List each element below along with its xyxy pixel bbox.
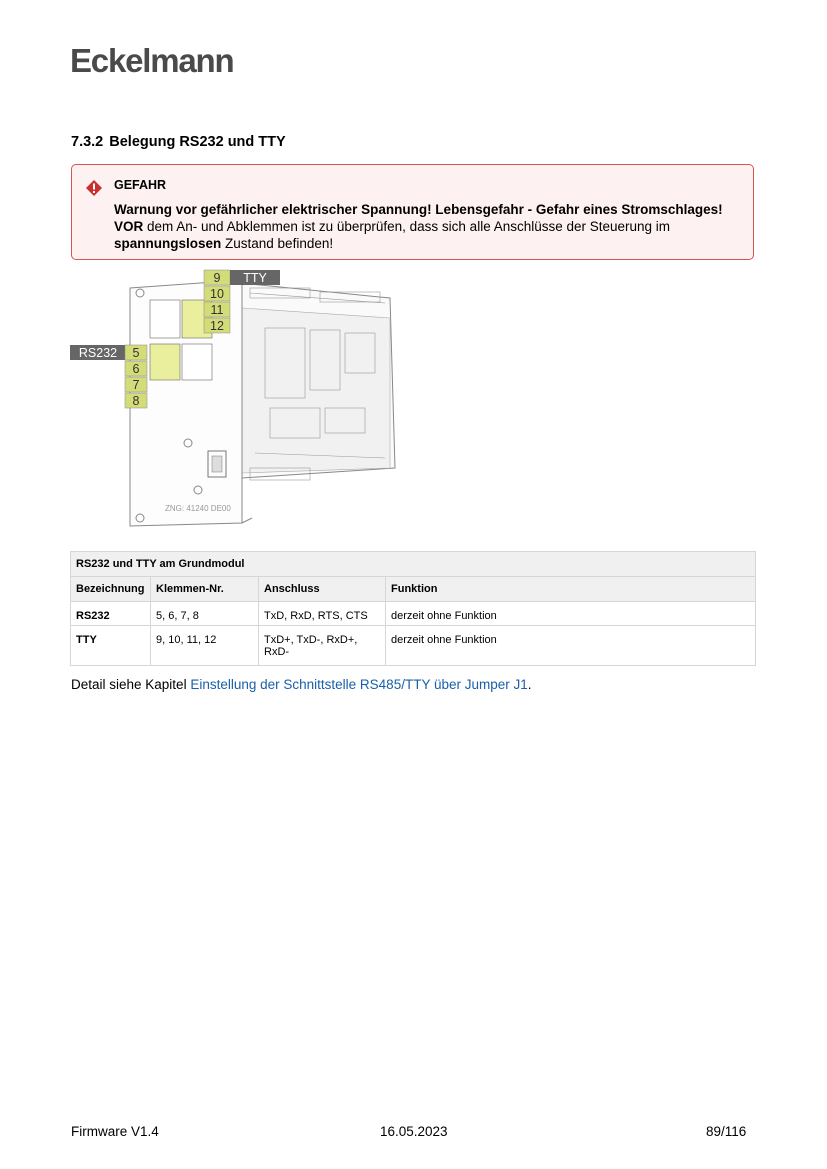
tty-terminal-10: 10 (210, 287, 224, 301)
danger-instruction-line-2 (114, 236, 333, 251)
cell-anschluss-line2: RxD- (264, 646, 290, 658)
col-header-anschluss: Anschluss (259, 577, 386, 602)
danger-emphasis-2: spannungslosen (114, 236, 222, 251)
rs232-terminal-7: 7 (132, 378, 140, 392)
col-header-funktion: Funktion (386, 577, 756, 602)
rs232-terminal-5: 5 (132, 346, 140, 360)
danger-text: dem An- und Abklemmen ist zu überprüfen, dass sich alle Anschlüsse der Steuerung im (143, 219, 671, 234)
cell-funktion: derzeit ohne Funktion (386, 626, 756, 666)
danger-notice (71, 164, 754, 260)
rs232-label: RS232 (78, 346, 118, 360)
cell-klemmen: 5, 6, 7, 8 (151, 602, 259, 626)
footer-date: 16.05.2023 (380, 1124, 448, 1139)
warning-diamond-icon (86, 180, 102, 196)
col-header-bezeichnung: Bezeichnung (71, 577, 151, 602)
danger-warning-text: Warnung vor gefährlicher elektrischer Spannung! Lebensgefahr - Gefahr eines Stromschlages! (114, 202, 723, 217)
table-row (71, 602, 756, 626)
cell-funktion: derzeit ohne Funktion (386, 602, 756, 626)
drawing-number: ZNG: 41240 DE00 (165, 504, 231, 513)
chapter-link[interactable]: Einstellung der Schnittstelle RS485/TTY über Jumper J1 (190, 677, 528, 692)
cell-anschluss: TxD, RxD, RTS, CTS (259, 602, 386, 626)
cell-klemmen: 9, 10, 11, 12 (151, 626, 259, 666)
table-caption-row (71, 552, 756, 577)
section-number: 7.3.2 (71, 134, 104, 150)
table-row (71, 626, 756, 666)
detail-prefix: Detail siehe Kapitel (71, 677, 191, 692)
tty-terminal-12: 12 (210, 319, 224, 333)
table-header-row (71, 577, 756, 602)
terminal-diagram (70, 268, 400, 536)
tty-terminal-11: 11 (210, 303, 224, 317)
section-title: Belegung RS232 und TTY (109, 134, 286, 150)
danger-title: GEFAHR (114, 178, 167, 192)
danger-instruction-line (114, 219, 670, 234)
col-header-klemmen: Klemmen-Nr. (151, 577, 259, 602)
tty-label: TTY (243, 271, 267, 285)
section-heading (71, 134, 286, 150)
danger-text-2: Zustand befinden! (221, 236, 334, 251)
footer-page-number: 89/116 (706, 1124, 747, 1139)
cell-bezeichnung: RS232 (71, 602, 151, 626)
interface-table (70, 551, 756, 666)
rs232-terminal-6: 6 (132, 362, 140, 376)
detail-suffix: . (527, 677, 532, 692)
danger-emphasis: VOR (114, 219, 144, 234)
rs232-terminal-8: 8 (132, 394, 140, 408)
cell-anschluss-line1: TxD+, TxD-, RxD+, (264, 634, 358, 646)
table-caption: RS232 und TTY am Grundmodul (71, 552, 756, 577)
detail-reference (71, 677, 532, 692)
cell-anschluss (259, 626, 386, 666)
cell-bezeichnung: TTY (71, 626, 151, 666)
brand-logo: Eckelmann (70, 42, 234, 79)
tty-terminal-9: 9 (213, 271, 221, 285)
footer-version: Firmware V1.4 (71, 1124, 159, 1139)
